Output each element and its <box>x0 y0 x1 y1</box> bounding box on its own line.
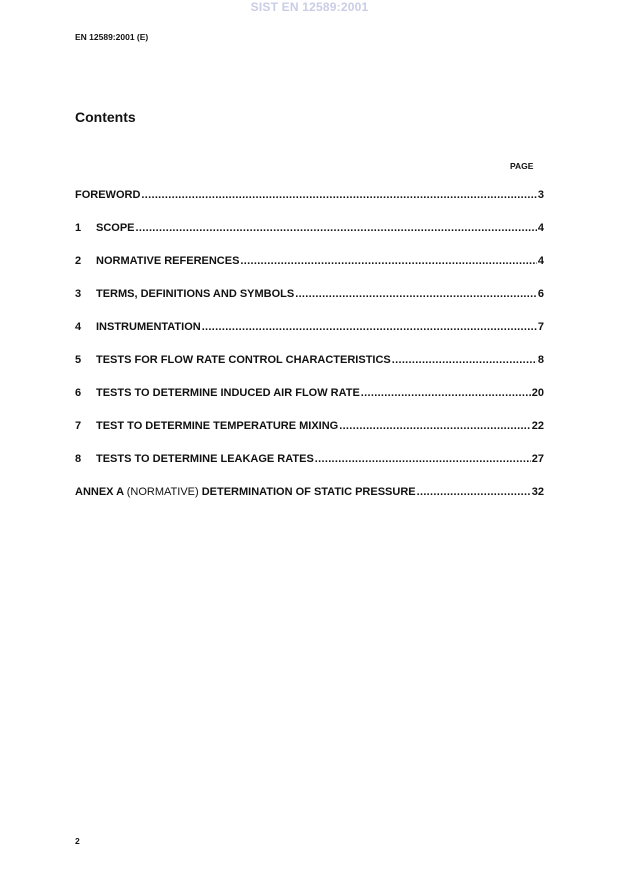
toc-entry-title-main: INSTRUMENTATION <box>96 321 201 333</box>
contents-heading: Contents <box>75 109 136 125</box>
table-of-contents <box>75 189 544 519</box>
toc-entry-title-rest: DETERMINATION OF STATIC PRESSURE <box>198 486 416 498</box>
toc-entry-title-main: TESTS FOR FLOW RATE CONTROL CHARACTERISTICS <box>96 354 391 366</box>
toc-entry-title-light: (NORMATIVE) <box>126 486 199 498</box>
toc-entry-title-main: FOREWORD <box>75 189 141 201</box>
toc-entry-title <box>75 486 416 498</box>
toc-entry-page: 32 <box>531 486 544 498</box>
toc-entry-page: 6 <box>537 288 544 300</box>
toc-entry-title <box>96 288 294 300</box>
toc-entry-title-main: TEST TO DETERMINE TEMPERATURE MIXING <box>96 420 339 432</box>
watermark: SIST EN 12589:2001 <box>250 0 369 14</box>
toc-entry-title <box>96 222 135 234</box>
toc-dot-leader <box>392 354 537 366</box>
toc-entry[interactable] <box>75 189 544 222</box>
toc-entry[interactable] <box>75 486 544 519</box>
toc-entry-title-main: TESTS TO DETERMINE INDUCED AIR FLOW RATE <box>96 387 360 399</box>
toc-entry-title <box>75 189 140 201</box>
page-column-label: PAGE <box>510 161 534 171</box>
toc-entry-title <box>96 453 314 465</box>
toc-entry-title-main: TERMS, DEFINITIONS AND SYMBOLS <box>96 288 295 300</box>
toc-entry-title <box>96 387 360 399</box>
toc-dot-leader <box>240 255 536 267</box>
toc-dot-leader <box>339 420 531 432</box>
toc-entry-page: 4 <box>537 222 544 234</box>
toc-entry-number: 3 <box>75 288 82 300</box>
page-number: 2 <box>75 836 80 846</box>
toc-entry-page: 7 <box>537 321 544 333</box>
toc-entry[interactable] <box>75 354 544 387</box>
toc-dot-leader <box>136 222 537 234</box>
toc-entry-title <box>96 420 338 432</box>
toc-entry-title-main: TESTS TO DETERMINE LEAKAGE RATES <box>96 453 314 465</box>
toc-entry-page: 8 <box>537 354 544 366</box>
toc-entry[interactable] <box>75 255 544 288</box>
document-reference: EN 12589:2001 (E) <box>75 32 149 42</box>
toc-entry[interactable] <box>75 222 544 255</box>
toc-entry-title-main: NORMATIVE REFERENCES <box>96 255 240 267</box>
toc-entry-number: 8 <box>75 453 82 465</box>
toc-entry-page: 22 <box>531 420 544 432</box>
toc-entry-title <box>96 354 391 366</box>
toc-entry-page: 20 <box>531 387 544 399</box>
toc-entry-number: 5 <box>75 354 82 366</box>
toc-entry-title-main: ANNEX A <box>75 486 127 498</box>
toc-dot-leader <box>417 486 531 498</box>
toc-entry-page: 3 <box>537 189 544 201</box>
toc-dot-leader <box>202 321 537 333</box>
toc-dot-leader <box>315 453 531 465</box>
toc-entry[interactable] <box>75 420 544 453</box>
toc-entry-number: 2 <box>75 255 82 267</box>
toc-entry-page: 4 <box>537 255 544 267</box>
toc-entry[interactable] <box>75 288 544 321</box>
toc-dot-leader <box>295 288 537 300</box>
toc-entry-page: 27 <box>531 453 544 465</box>
toc-entry-title <box>96 321 201 333</box>
toc-entry-number: 7 <box>75 420 82 432</box>
toc-entry-title <box>96 255 239 267</box>
toc-entry[interactable] <box>75 387 544 420</box>
toc-dot-leader <box>361 387 531 399</box>
toc-entry-title-main: SCOPE <box>96 222 135 234</box>
toc-entry[interactable] <box>75 453 544 486</box>
toc-entry-number: 1 <box>75 222 82 234</box>
toc-entry-number: 4 <box>75 321 82 333</box>
toc-entry[interactable] <box>75 321 544 354</box>
toc-dot-leader <box>141 189 536 201</box>
toc-entry-number: 6 <box>75 387 82 399</box>
